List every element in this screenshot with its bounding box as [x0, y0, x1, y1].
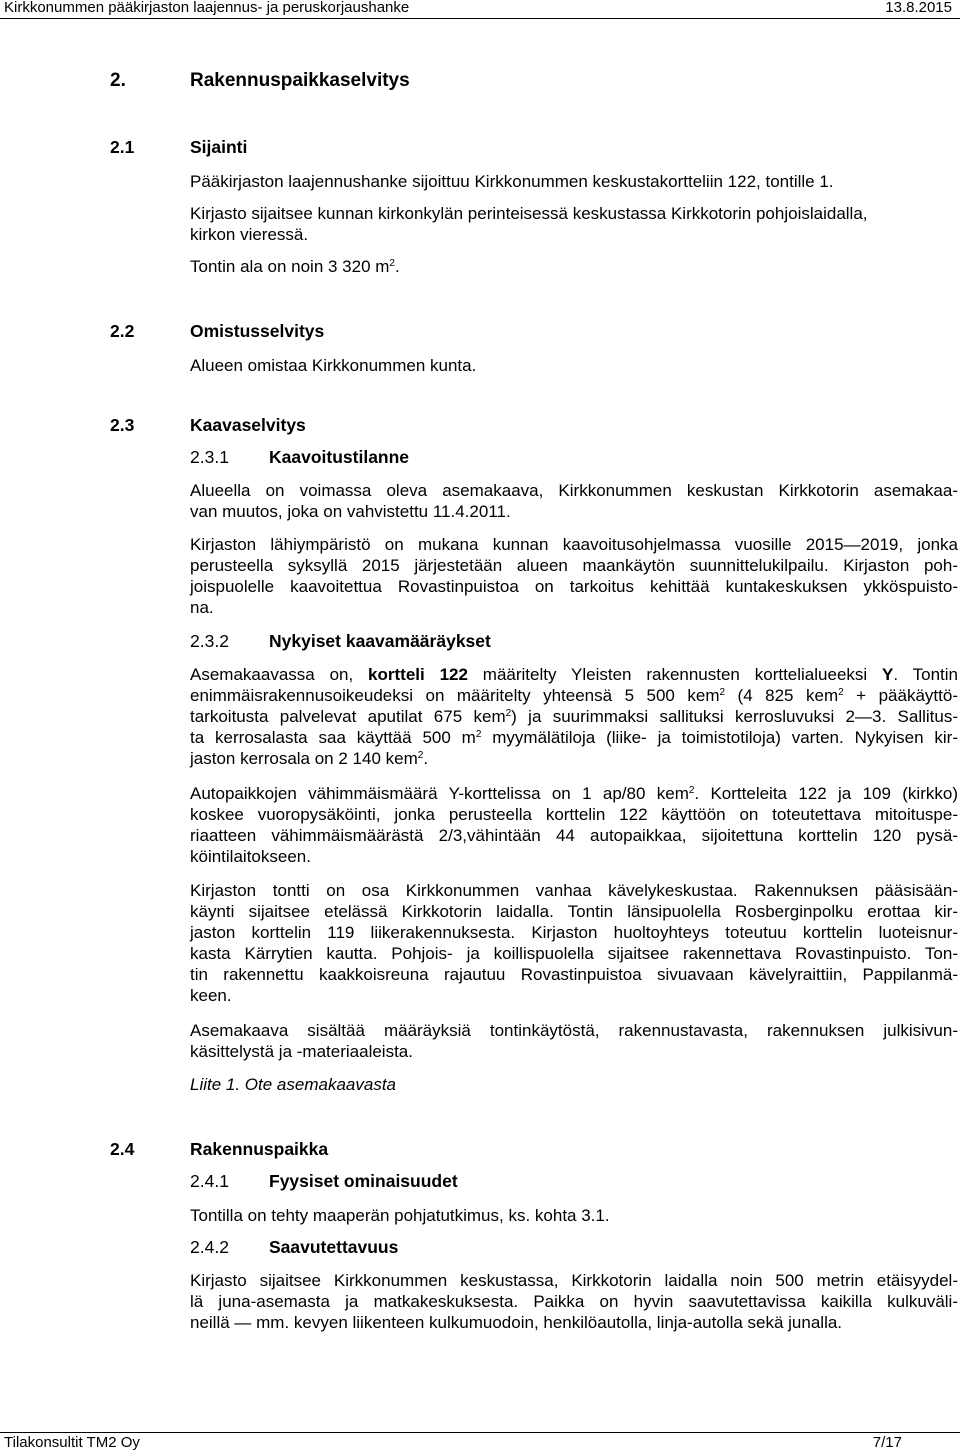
section-2-number: 2. [110, 70, 126, 91]
section-2-1-number: 2.1 [110, 137, 135, 157]
page-number: 7/17 [872, 1434, 902, 1451]
section-2-4-2-title: Saavutettavuus [269, 1237, 399, 1257]
section-2-4-title: Rakennuspaikka [190, 1139, 329, 1159]
section-2-2-title: Omistusselvitys [190, 321, 325, 341]
footer-company: Tilakonsultit TM2 Oy [4, 1434, 140, 1451]
page-footer [0, 1432, 960, 1451]
header-title: Kirkkonummen pääkirjaston laajennus- ja peruskorjaushanke [4, 0, 410, 16]
paragraph: Asemakaavassa on, kortteli 122 määritelty Yleisten rakennusten korttelialueeksi Y. Tontin enimmäisrakennusoikeudeksi on määritelty yhteensä 5 500 kem$^2$ (4 825 kem$^2$ + pääkäyttö- tarkoitusta palvelevat aputilat 675 kem$^2$) ja suurimmaksi sallituksi kerrosluvuksi 2—3. Sallitus- ta kerrosalasta saa käyttää 500 $m^2$ myymälätiloja (liike- ja toimistotiloja) varten. Nykyisen kir- jaston kerrosala on 2 140 kem$^2$. [190, 665, 958, 768]
paragraph: Kirjasto sijaitsee Kirkkonummen keskustassa, Kirkkotorin laidalla noin 500 metrin etäisyydel- lä juna-asemasta ja matkakeskuksesta. Paikka on hyvin saavutettavissa kaikilla kulkuväli- neillä — mm. kevyen liikenteen kulkumuodoin, henkilöautolla, linja-autolla sekä junalla. [190, 1271, 958, 1332]
paragraph: Autopaikkojen vähimmäismäärä Y-korttelissa on 1 ap/80 kem$^2$. Kortteleita 122 ja 109 (kirkko) koskee vuoropysäköinti, jonka perusteella korttelin 122 käyttöön on toteutettava mitoituspe- riaatteen vähimmäismäärästä 2/3,vähintään 44 autopaikkaa, sijoitettuna korttelin 120 pysä- köintilaitokseen. [190, 784, 958, 866]
footer-rule [0, 1432, 960, 1433]
paragraph: Kirjasto sijaitsee kunnan kirkonkylän perinteisessä keskustassa Kirkkotorin pohjoislaidalla, kirkon vieressä. [190, 204, 868, 244]
header-rule [0, 18, 960, 19]
section-2-3-1-number: 2.3.1 [190, 447, 229, 467]
section-2-4-2-number: 2.4.2 [190, 1237, 229, 1257]
paragraph: Alueen omistaa Kirkkonummen kunta. [190, 356, 477, 375]
section-2-title: Rakennuspaikkaselvitys [190, 70, 410, 91]
paragraph: Pääkirjaston laajennushanke sijoittuu Kirkkonummen keskustakortteliin 122, tontille 1. [190, 172, 834, 191]
paragraph: Kirjaston lähiympäristö on mukana kunnan kaavoitusohjelmassa vuosille 2015—2019, jonka perusteella syksyllä 2015 järjestetään alueen maankäytön suunnittelukilpailu. Kirjaston poh- joispuolelle kaavoitettua Rovastinpuistoa on tarkoitus kehittää kuntakeskuksen ykköspuisto- na. [190, 535, 958, 617]
paragraph: Tontilla on tehty maaperän pohjatutkimus, ks. kohta 3.1. [190, 1206, 610, 1225]
page-header [0, 0, 960, 18]
paragraph: Asemakaava sisältää määräyksiä tontinkäytöstä, rakennustavasta, rakennuksen julkisivun- käsittelystä ja -materiaaleista. [190, 1021, 958, 1061]
paragraph: Kirjaston tontti on osa Kirkkonummen vanhaa kävelykeskustaa. Rakennuksen pääsisään- käynti sijaitsee etelässä Kirkkotorin laidalla. Tontin länsipuolella Rosberginpolku erottaa kir- jaston korttelin 119 liikerakennuksesta. Kirjaston huoltoyhteys toteutuu korttelin luoteisnur- kasta Kärrytien kautta. Pohjois- ja koillispuolella sijaitsee rakennettava Rovastinpuisto. Ton- tin rakennettu kaakkoisreuna rajautuu Rovastinpuistoa sivuavaan kävelyraittiin, Pappilanmä- keen. [190, 881, 958, 1005]
section-2-2-number: 2.2 [110, 321, 135, 341]
header-date: 13.8.2015 [885, 0, 952, 16]
section-2-3-number: 2.3 [110, 415, 135, 435]
paragraph: Alueella on voimassa oleva asemakaava, Kirkkonummen keskustan Kirkkotorin asemakaa- van muutos, joka on vahvistettu 11.4.2011. [190, 481, 958, 521]
section-2-4-1-number: 2.4.1 [190, 1171, 229, 1191]
section-2-4-1-title: Fyysiset ominaisuudet [269, 1171, 458, 1191]
section-2-3-title: Kaavaselvitys [190, 415, 306, 435]
paragraph: Tontin ala on noin 3 320 $m^2$. [190, 257, 400, 276]
section-2-3-2-title: Nykyiset kaavamääräykset [269, 631, 491, 651]
section-2-4-number: 2.4 [110, 1139, 135, 1159]
appendix-reference: Liite 1. Ote asemakaavasta [190, 1075, 397, 1094]
section-2-3-2-number: 2.3.2 [190, 631, 229, 651]
section-2-3-1-title: Kaavoitustilanne [269, 447, 410, 467]
section-2-1-title: Sijainti [190, 137, 248, 157]
